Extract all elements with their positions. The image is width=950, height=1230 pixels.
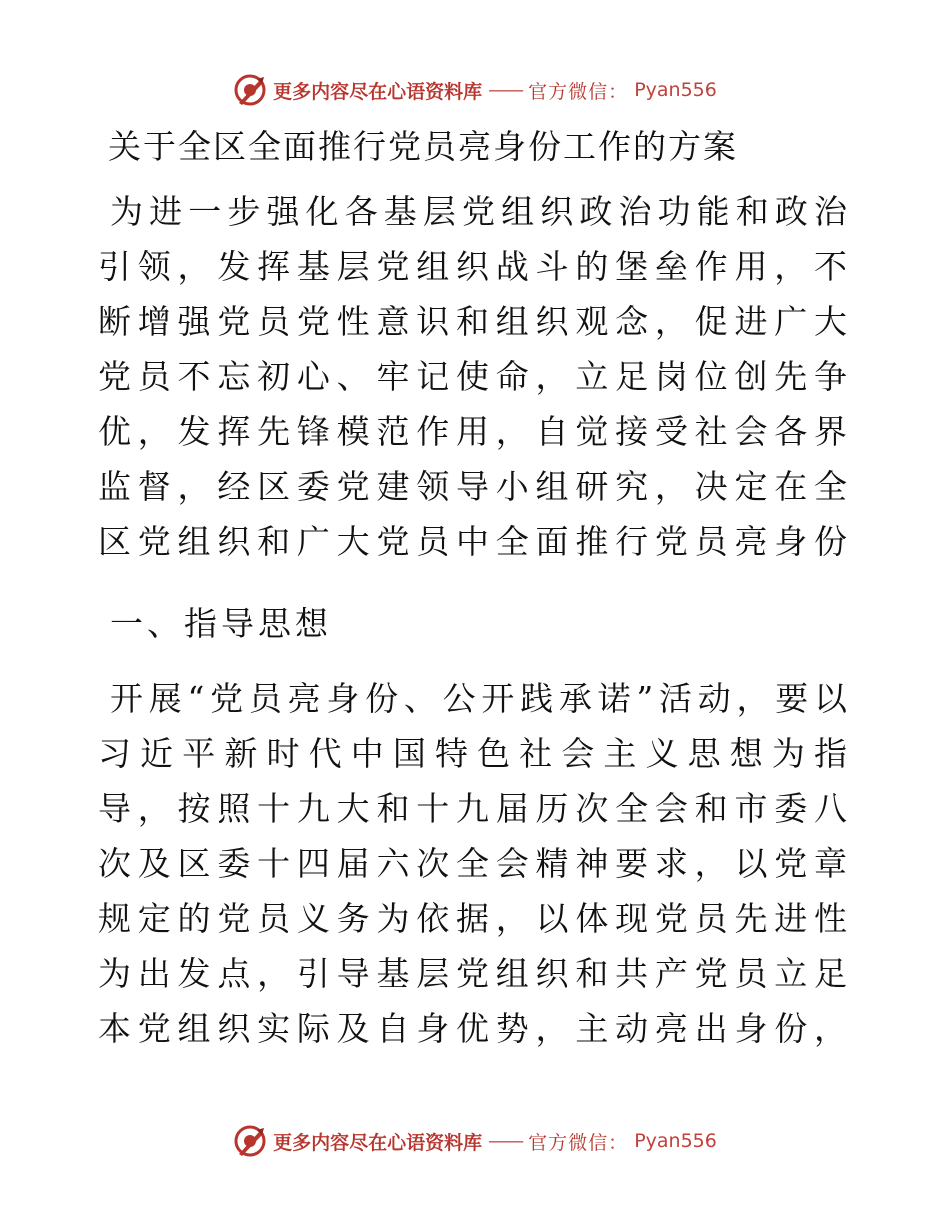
quill-seal-icon <box>233 1124 267 1158</box>
watermark-sub-text: 官方微信： <box>528 1131 629 1154</box>
header-watermark <box>0 70 950 110</box>
section-heading: 一、指导思想 <box>110 604 332 643</box>
watermark-id-text: Pyan556 <box>634 79 717 101</box>
document-title: 关于全区全面推行党员亮身份工作的方案 <box>108 127 738 166</box>
footer-watermark <box>0 1121 950 1161</box>
intro-paragraph: 为进一步强化各基层党组织政治功能和政治引领，发挥基层党组织战斗的堡垒作用，不断增强党员党性意识和组织观念，促进广大党员不忘初心、牢记使命，立足岗位创先争优，发挥先锋模范作用，自觉接受社会各界监督，经区委党建领导小组研究，决定在全区党组织和广大党员中全面推行党员亮身份 <box>98 192 852 561</box>
section-paragraph: 开展“党员亮身份、公开践承诺”活动，要以习近平新时代中国特色社会主义思想为指导，按照十九大和十九届历次全会和市委八次及区委十四届六次全会精神要求，以党章规定的党员义务为依据，以体现党员先进性为出发点，引导基层党组织和共产党员立足本党组织实际及自身优势，主动亮出身份， <box>98 679 852 1048</box>
watermark-separator: —— <box>488 1130 523 1152</box>
watermark-main-text: 更多内容尽在心语资料库 <box>273 1131 483 1154</box>
watermark-id-text: Pyan556 <box>634 1130 717 1152</box>
document-body <box>98 118 852 1056</box>
watermark-separator: —— <box>488 79 523 101</box>
watermark-sub-text: 官方微信： <box>528 80 629 103</box>
watermark-main-text: 更多内容尽在心语资料库 <box>273 80 483 103</box>
quill-seal-icon <box>233 73 267 107</box>
